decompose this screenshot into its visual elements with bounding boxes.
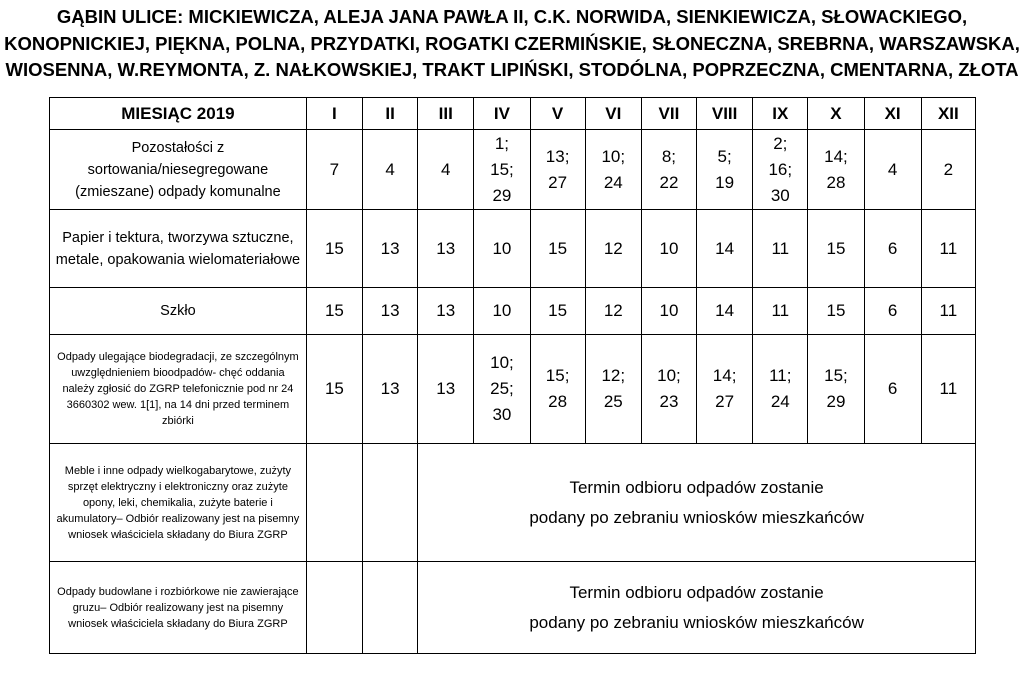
date-value: 28 <box>826 172 846 192</box>
date-value: 13 <box>380 301 400 320</box>
date-value: 11 <box>939 238 958 258</box>
date-cell <box>585 130 641 210</box>
date-value: 11 <box>771 301 790 320</box>
table-row <box>50 335 976 444</box>
row-label: Pozostałości z sortowania/niesegregowane (zmieszane) odpady komunalne <box>50 130 307 210</box>
date-value: 12; <box>601 366 626 385</box>
date-cell <box>753 335 808 444</box>
date-value: 10 <box>659 238 679 258</box>
date-value: 11 <box>771 238 790 258</box>
date-cell <box>306 288 362 335</box>
date-cell <box>418 130 474 210</box>
title-line-2: KONOPNICKIEJ, PIĘKNA, POLNA, PRZYDATKI, ROGATKI CZERMIŃSKIE, SŁONECZNA, SREBRNA, WARSZAWSKA, <box>4 32 1020 54</box>
date-value: 15 <box>324 238 344 258</box>
date-value: 12 <box>603 238 623 258</box>
month-header: VI <box>585 98 641 130</box>
date-value: 15; <box>490 159 514 179</box>
month-header: XII <box>921 98 975 130</box>
date-cell <box>306 335 362 444</box>
date-cell <box>585 210 641 288</box>
date-cell <box>530 335 585 444</box>
date-value: 15 <box>548 301 568 320</box>
date-cell <box>864 288 921 335</box>
date-value: 13; <box>545 146 570 166</box>
table-row <box>50 562 976 654</box>
date-cell <box>921 335 975 444</box>
date-value: 13 <box>380 238 400 258</box>
date-value: 15 <box>826 238 846 258</box>
date-value: 4 <box>385 159 395 179</box>
date-cell <box>641 210 696 288</box>
date-value: 10 <box>492 238 512 258</box>
date-value: 15 <box>324 379 344 398</box>
date-value: 11 <box>939 379 958 398</box>
date-value: 22 <box>659 172 679 192</box>
date-cell <box>697 130 753 210</box>
date-cell <box>474 335 530 444</box>
date-cell <box>921 130 975 210</box>
date-value: 6 <box>887 379 898 398</box>
date-value: 15; <box>824 366 848 385</box>
header-row <box>50 98 976 130</box>
date-value: 14 <box>715 301 735 320</box>
date-cell <box>530 288 585 335</box>
date-cell <box>641 335 696 444</box>
date-cell <box>864 335 921 444</box>
date-cell <box>306 130 362 210</box>
date-cell <box>697 288 753 335</box>
date-value: 4 <box>887 159 898 179</box>
month-header: V <box>530 98 585 130</box>
date-value: 27 <box>715 392 735 411</box>
table-row <box>50 130 976 210</box>
date-cell <box>585 288 641 335</box>
date-cell <box>306 210 362 288</box>
month-header: VIII <box>697 98 753 130</box>
date-value: 10 <box>659 301 679 320</box>
date-value: 6 <box>887 301 898 320</box>
table-row <box>50 444 976 562</box>
table-row <box>50 288 976 335</box>
month-header: VII <box>641 98 696 130</box>
date-value: 25 <box>603 392 623 411</box>
note-line-2: podany po zebraniu wniosków mieszkańców <box>529 507 864 527</box>
date-value: 1; <box>494 133 510 153</box>
date-value: 14 <box>715 238 735 258</box>
date-value: 11; <box>769 366 792 385</box>
date-cell <box>363 288 418 335</box>
date-value: 2; <box>773 133 788 153</box>
date-cell <box>808 288 864 335</box>
date-value: 19 <box>715 172 735 192</box>
date-value: 13 <box>436 238 456 258</box>
date-value: 11 <box>939 301 958 320</box>
date-value: 13 <box>436 301 456 320</box>
date-value: 27 <box>548 172 568 192</box>
date-cell <box>753 130 808 210</box>
row-label: Papier i tektura, tworzywa sztuczne, metale, opakowania wielomateriałowe <box>50 210 307 288</box>
date-cell <box>530 130 585 210</box>
row-label: Szkło <box>50 288 307 335</box>
date-value: 28 <box>548 392 568 411</box>
date-value: 14; <box>824 146 848 166</box>
date-value: 15 <box>826 301 846 320</box>
date-cell <box>808 210 864 288</box>
row-label: Meble i inne odpady wielkogabarytowe, zużyty sprzęt elektryczny i elektroniczny oraz zużyte opony, leki, chemikalia, zużyte baterie i akumulatory– Odbiór realizowany jest na pisemny wniosek właściciela składany do Biura ZGRP <box>50 444 307 562</box>
date-cell <box>474 130 530 210</box>
date-cell <box>641 130 696 210</box>
date-cell <box>697 210 753 288</box>
date-value: 2 <box>943 159 954 179</box>
date-value: 8; <box>661 146 677 166</box>
date-cell <box>921 210 975 288</box>
date-value: 13 <box>436 379 456 398</box>
month-header: IX <box>753 98 808 130</box>
date-cell <box>585 335 641 444</box>
date-cell <box>808 335 864 444</box>
date-cell <box>808 130 864 210</box>
date-value: 12 <box>603 301 623 320</box>
note-line-1: Termin odbioru odpadów zostanie <box>569 582 824 602</box>
date-value: 7 <box>329 159 340 179</box>
date-value: 15; <box>545 366 570 385</box>
page-title <box>0 4 1024 84</box>
collection-schedule-table <box>49 97 976 654</box>
date-cell <box>530 210 585 288</box>
collection-note <box>418 444 976 562</box>
date-value: 25; <box>490 379 514 398</box>
date-value: 30 <box>770 185 790 205</box>
date-cell <box>474 288 530 335</box>
date-cell <box>641 288 696 335</box>
month-header: XI <box>864 98 921 130</box>
note-line-1: Termin odbioru odpadów zostanie <box>569 477 824 497</box>
date-value: 30 <box>492 405 512 424</box>
date-value: 10; <box>601 146 626 166</box>
date-value: 24 <box>603 172 623 192</box>
month-header: II <box>363 98 418 130</box>
row-label: Odpady budowlane i rozbiórkowe nie zawierające gruzu– Odbiór realizowany jest na pisemny wniosek właściciela składany do Biura ZGRP <box>50 562 307 654</box>
date-cell <box>864 130 921 210</box>
date-value: 4 <box>441 159 451 179</box>
date-value: 14; <box>712 366 737 385</box>
date-value: 10 <box>492 301 512 320</box>
date-cell <box>753 210 808 288</box>
date-value: 13 <box>380 379 400 398</box>
month-header: X <box>808 98 864 130</box>
date-value: 10; <box>490 353 514 372</box>
empty-cell <box>363 444 418 562</box>
date-cell <box>363 210 418 288</box>
date-cell <box>418 335 474 444</box>
collection-note <box>418 562 976 654</box>
date-value: 29 <box>826 392 846 411</box>
empty-cell <box>306 444 362 562</box>
date-cell <box>474 210 530 288</box>
date-value: 15 <box>324 301 344 320</box>
date-cell <box>363 130 418 210</box>
date-value: 23 <box>659 392 679 411</box>
date-cell <box>921 288 975 335</box>
date-value: 6 <box>887 238 898 258</box>
date-cell <box>418 288 474 335</box>
header-month-label: MIESIĄC 2019 <box>50 98 307 130</box>
month-header: I <box>306 98 362 130</box>
date-value: 15 <box>548 238 568 258</box>
row-label: Odpady ulegające biodegradacji, ze szczególnym uwzględnieniem bioodpadów- chęć oddania należy zgłosić do ZGRP telefonicznie pod nr 24 3660302 wew. 1[1], na 14 dni przed terminem zbiórki <box>50 335 307 444</box>
note-line-2: podany po zebraniu wniosków mieszkańców <box>529 612 864 632</box>
month-header: III <box>418 98 474 130</box>
date-cell <box>864 210 921 288</box>
date-value: 10; <box>657 366 681 385</box>
date-value: 16; <box>768 159 793 179</box>
date-value: 5; <box>717 146 732 166</box>
empty-cell <box>306 562 362 654</box>
date-cell <box>697 335 753 444</box>
date-cell <box>363 335 418 444</box>
month-header: IV <box>474 98 530 130</box>
date-value: 29 <box>492 185 512 205</box>
title-line-1: GĄBIN ULICE: MICKIEWICZA, ALEJA JANA PAWŁA II, C.K. NORWIDA, SIENKIEWICZA, SŁOWACKIEGO, <box>56 6 968 27</box>
empty-cell <box>363 562 418 654</box>
date-cell <box>418 210 474 288</box>
title-line-3: WIOSENNA, W.REYMONTA, Z. NAŁKOWSKIEJ, TRAKT LIPIŃSKI, STODÓLNA, POPRZECZNA, CMENTARNA, ZŁOTA <box>5 59 1019 80</box>
date-cell <box>753 288 808 335</box>
date-value: 24 <box>770 392 790 411</box>
table-row <box>50 210 976 288</box>
